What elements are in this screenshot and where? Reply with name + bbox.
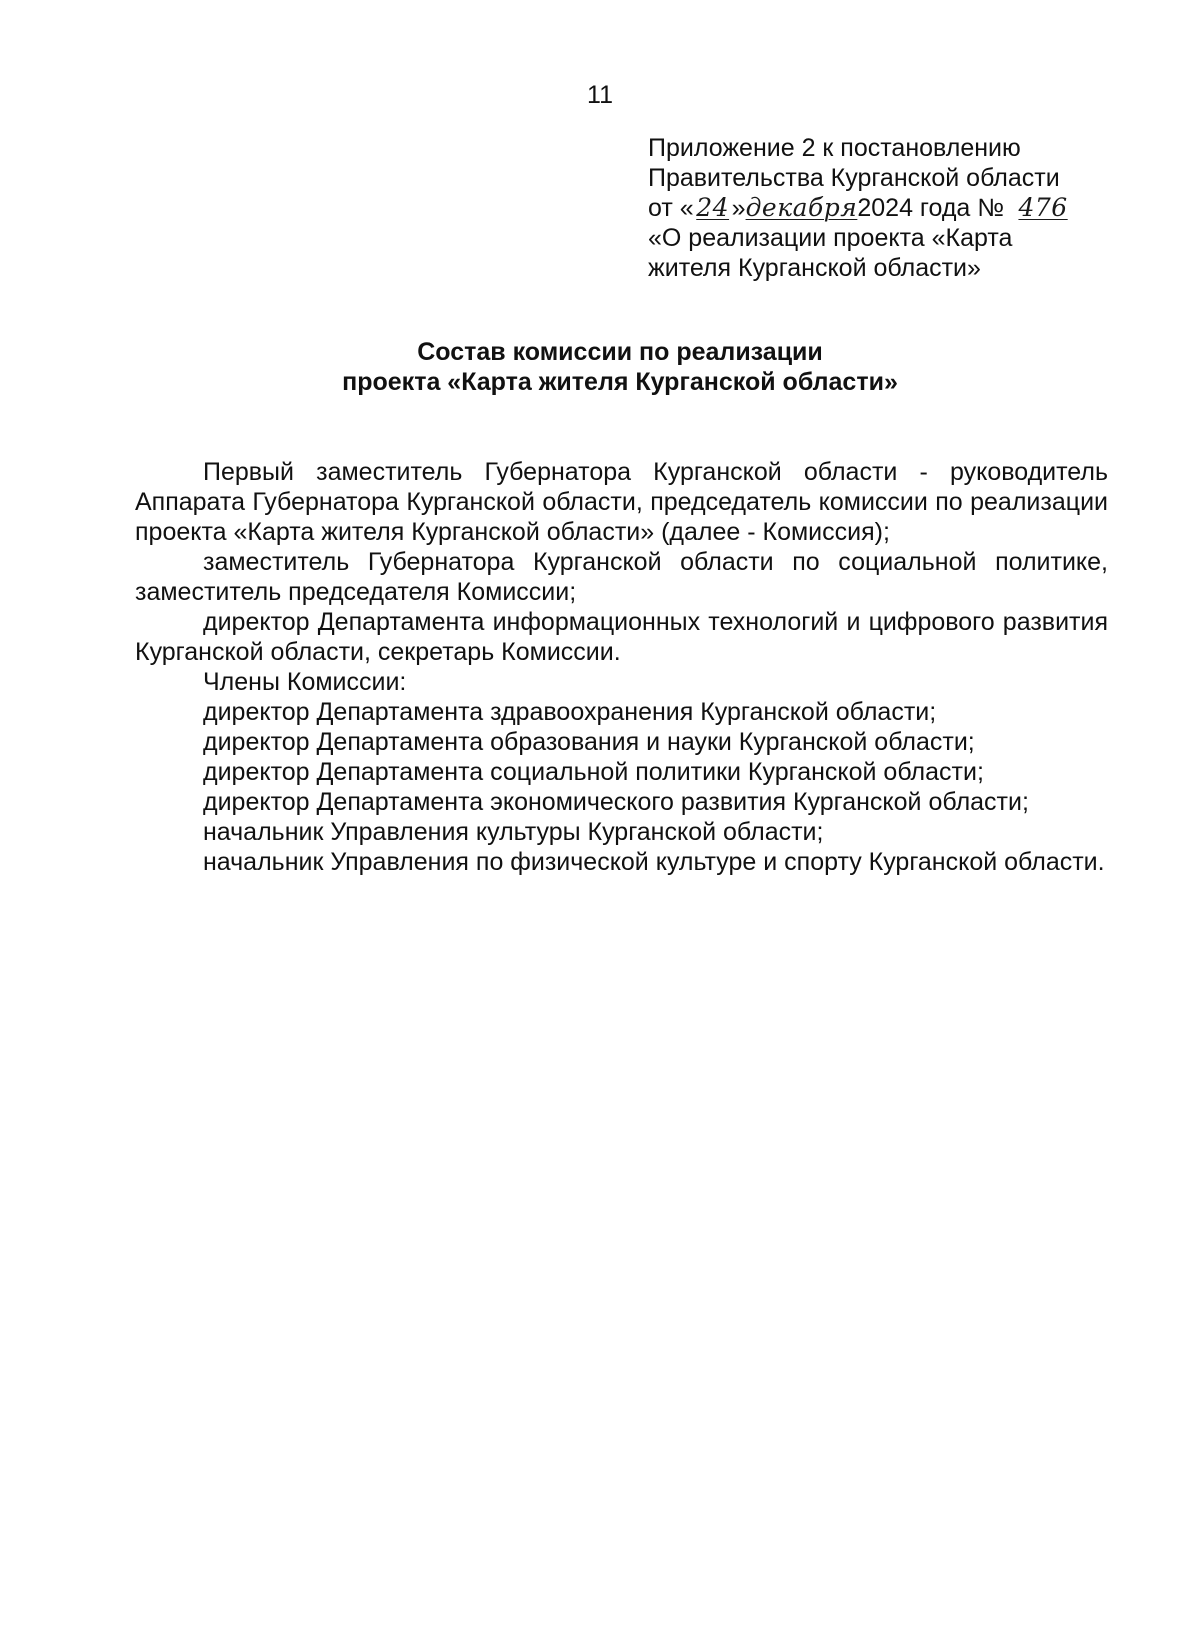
appendix-line-5: жителя Курганской области»	[648, 254, 981, 282]
date-prefix: от «	[648, 194, 694, 222]
appendix-line-2: Правительства Курганской области	[648, 164, 1060, 192]
appendix-line-4: «О реализации проекта «Карта	[648, 224, 1013, 252]
paragraph-member-education: директор Департамента образования и науки Курганской области;	[203, 728, 975, 756]
date-quote-close: »	[731, 194, 746, 222]
page-number: 11	[587, 81, 613, 109]
paragraph-member-economy: директор Департамента экономического развития Курганской области;	[203, 788, 1029, 816]
title-line-2: проекта «Карта жителя Курганской области»	[342, 368, 898, 396]
appendix-date-line	[648, 193, 1118, 223]
paragraph-members-heading: Члены Комиссии:	[203, 668, 407, 696]
title-line-1: Состав комиссии по реализации	[417, 338, 823, 366]
handwritten-day: 24	[696, 193, 730, 222]
document-title	[0, 337, 1200, 397]
paragraph-member-culture: начальник Управления культуры Курганской области;	[203, 818, 824, 846]
paragraph-secretary: директор Департамента информационных технологий и цифрового развития Курганской области, секретарь Комиссии.	[135, 608, 1108, 666]
date-year-text: 2024 года №	[857, 194, 1005, 222]
paragraph-chairman: Первый заместитель Губернатора Курганской области - руководитель Аппарата Губернатора Курганской области, председатель комиссии по реализации проекта «Карта жителя Курганской области» (далее - Комиссия);	[135, 458, 1108, 546]
handwritten-month: декабря	[745, 193, 858, 222]
paragraph-member-sport: начальник Управления по физической культуре и спорту Курганской области.	[203, 848, 1105, 876]
paragraph-deputy-chairman: заместитель Губернатора Курганской области по социальной политике, заместитель председателя Комиссии;	[135, 548, 1108, 606]
document-body	[135, 457, 1108, 877]
appendix-header	[648, 133, 1118, 283]
handwritten-decree-number: 476	[1018, 193, 1068, 222]
appendix-line-1: Приложение 2 к постановлению	[648, 134, 1021, 162]
paragraph-member-social: директор Департамента социальной политики Курганской области;	[203, 758, 984, 786]
paragraph-member-health: директор Департамента здравоохранения Курганской области;	[203, 698, 937, 726]
